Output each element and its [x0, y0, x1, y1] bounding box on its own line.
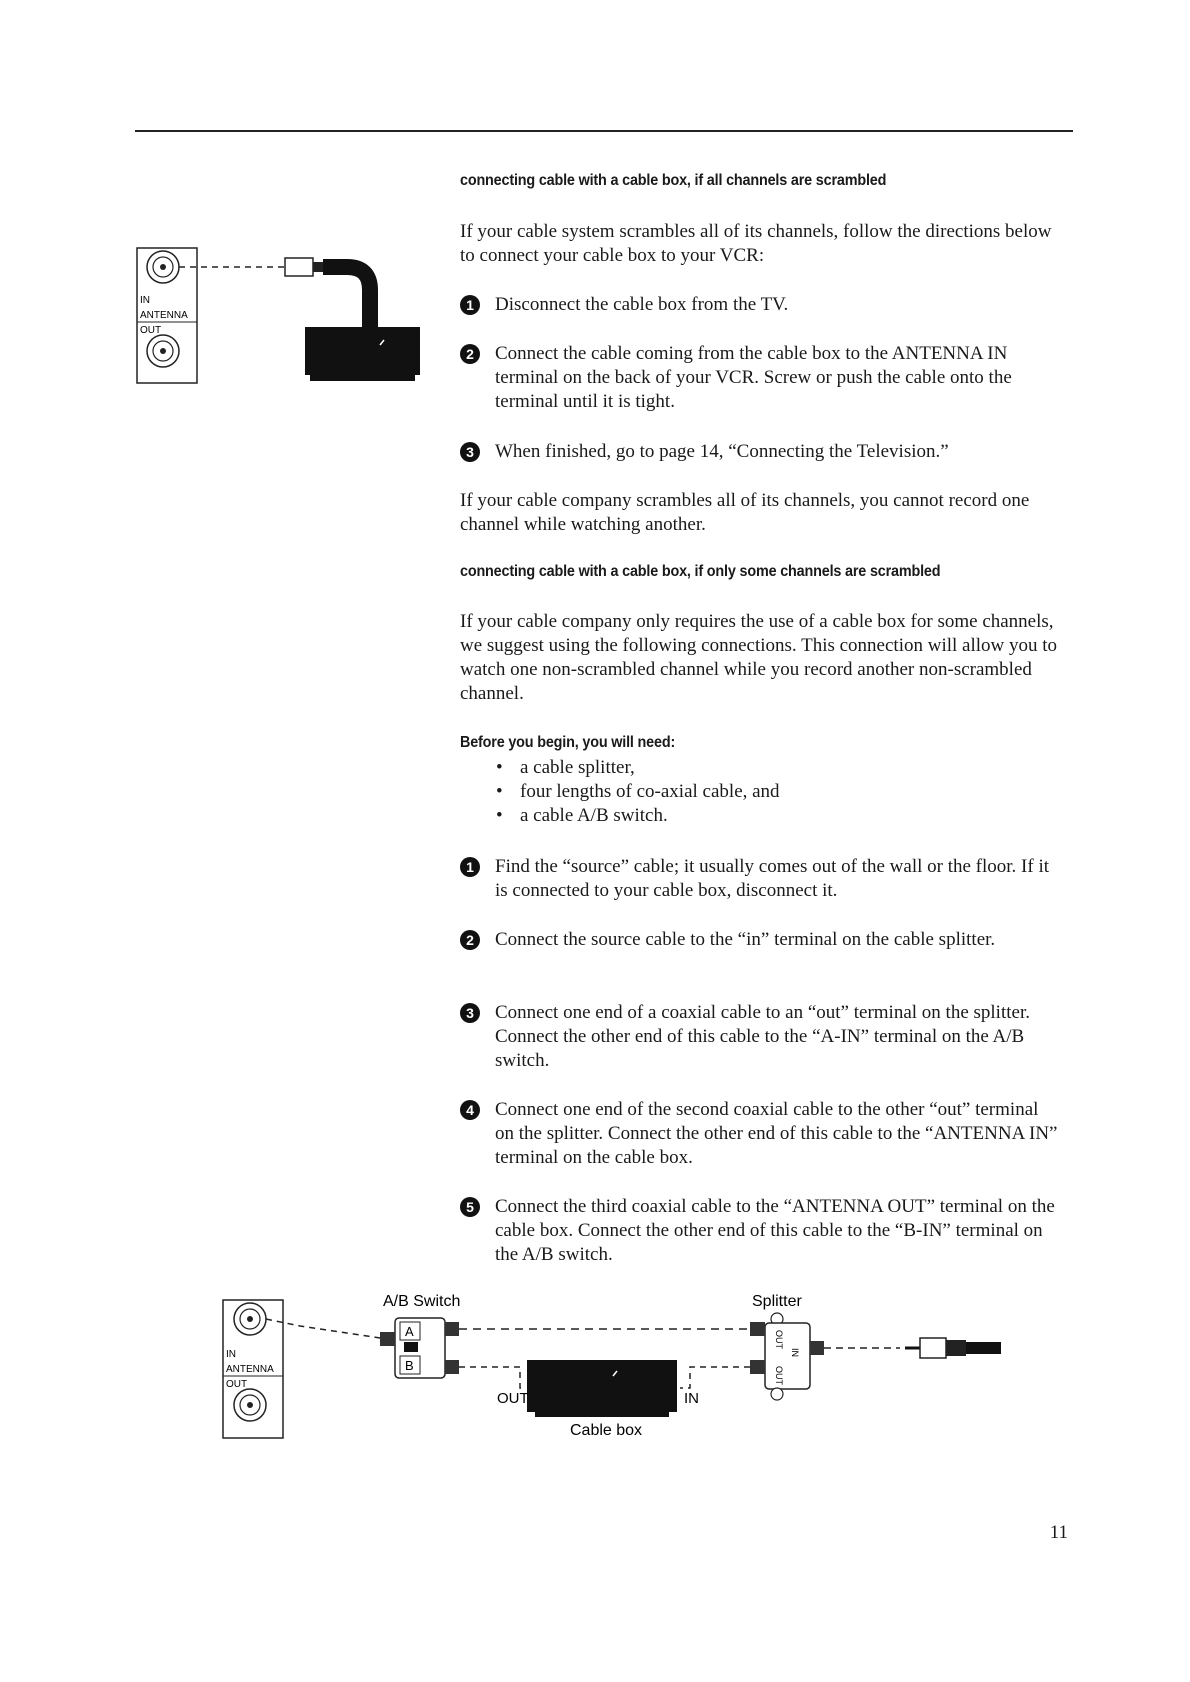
section2-heading: connecting cable with a cable box, if only some channels are scrambled	[460, 563, 941, 580]
step-text: When finished, go to page 14, “Connecting the Television.”	[495, 441, 949, 462]
panel-out-label: OUT	[140, 325, 162, 336]
step-number-badge: 2	[460, 930, 480, 950]
dashed-cable-b-to-box	[459, 1367, 525, 1388]
section1-intro: If your cable system scrambles all of its channels, follow the directions below to connect your cable box to your VCR:	[460, 221, 1052, 266]
splitter-port-out-top: OUT	[774, 1330, 784, 1349]
switch-b-label: B	[405, 1358, 414, 1373]
step-text: Connect one end of a coaxial cable to an “out” terminal on the splitter. Connect the other end of this cable to the “A-IN” terminal on the A/B switch.	[495, 1002, 1030, 1071]
step-number-badge: 1	[460, 857, 480, 877]
step-text: Connect the source cable to the “in” terminal on the cable splitter.	[495, 929, 996, 950]
section1-step-1	[460, 293, 1060, 317]
step-number-badge: 2	[460, 344, 480, 364]
cable-to-box	[323, 267, 370, 335]
section1-heading: connecting cable with a cable box, if all channels are scrambled	[460, 172, 887, 189]
splitter	[750, 1313, 824, 1400]
section2-step-3	[460, 1001, 1060, 1073]
vcr-antenna-panel	[223, 1300, 283, 1438]
step-number-badge: 3	[460, 1003, 480, 1023]
vcr-antenna-panel	[137, 248, 197, 383]
figure-ab-switch-wiring	[220, 1288, 1030, 1453]
source-coax-connector	[905, 1338, 1001, 1358]
step-number-badge: 5	[460, 1197, 480, 1217]
box-out-label: OUT	[497, 1390, 529, 1407]
step-number-badge: 4	[460, 1100, 480, 1120]
switch-a-label: A	[405, 1324, 414, 1339]
section2-intro: If your cable company only requires the use of a cable box for some channels, we suggest using the following connections. This connection will allow you to watch one non-scrambled channel while you record another non-scrambled channel.	[460, 611, 1058, 704]
figure-vcr-to-cable-box	[135, 240, 435, 390]
section2-step-5	[460, 1195, 1060, 1267]
panel-in-label: IN	[226, 1349, 236, 1360]
cable-box-icon	[305, 327, 420, 381]
needs-item: • a cable A/B switch.	[490, 804, 780, 828]
section2-step-2	[460, 928, 1060, 952]
section1-note: If your cable company scrambles all of its channels, you cannot record one channel while watching another.	[460, 490, 1030, 535]
step-text: Connect one end of the second coaxial cable to the other “out” terminal on the splitter. Connect the other end of this cable to the “ANTENNA IN” terminal on the cable box.	[495, 1099, 1058, 1168]
splitter-port-out-bottom: OUT	[774, 1366, 784, 1385]
step-number-badge: 1	[460, 295, 480, 315]
panel-in-label: IN	[140, 295, 150, 306]
section1-step-3	[460, 440, 1060, 464]
splitter-port-in: IN	[790, 1348, 800, 1357]
needs-heading: Before you begin, you will need:	[460, 734, 676, 751]
ab-switch-label: A/B Switch	[383, 1293, 461, 1310]
splitter-label: Splitter	[752, 1293, 802, 1310]
step-text: Find the “source” cable; it usually comes out of the wall or the floor. If it is connected to your cable box, disconnect it.	[495, 856, 1050, 901]
needs-item: • four lengths of co-axial cable, and	[490, 780, 780, 804]
section2-step-1	[460, 855, 1060, 903]
panel-antenna-label: ANTENNA	[140, 310, 188, 321]
step-text: Connect the third coaxial cable to the “ANTENNA OUT” terminal on the cable box. Connect the other end of this cable to the “B-IN” terminal on the A/B switch.	[495, 1196, 1055, 1265]
step-number-badge: 3	[460, 442, 480, 462]
coax-connector	[285, 258, 323, 276]
step-text: Connect the cable coming from the cable box to the ANTENNA IN terminal on the back of your VCR. Screw or push the cable onto the terminal until it is tight.	[495, 343, 1012, 412]
step-text: Disconnect the cable box from the TV.	[495, 294, 789, 315]
cable-box	[527, 1360, 677, 1417]
panel-out-label: OUT	[226, 1379, 248, 1390]
panel-antenna-label: ANTENNA	[226, 1364, 274, 1375]
section2-step-4	[460, 1098, 1060, 1170]
section1-step-2	[460, 342, 1060, 414]
dashed-cable-splitter-to-box	[680, 1367, 750, 1388]
needs-list	[490, 756, 780, 828]
ab-switch	[380, 1318, 459, 1378]
top-rule	[135, 130, 1073, 132]
page-number: 11	[1049, 1522, 1068, 1543]
cable-box-label: Cable box	[570, 1422, 643, 1439]
box-in-label: IN	[684, 1390, 699, 1407]
needs-item: • a cable splitter,	[490, 756, 780, 780]
